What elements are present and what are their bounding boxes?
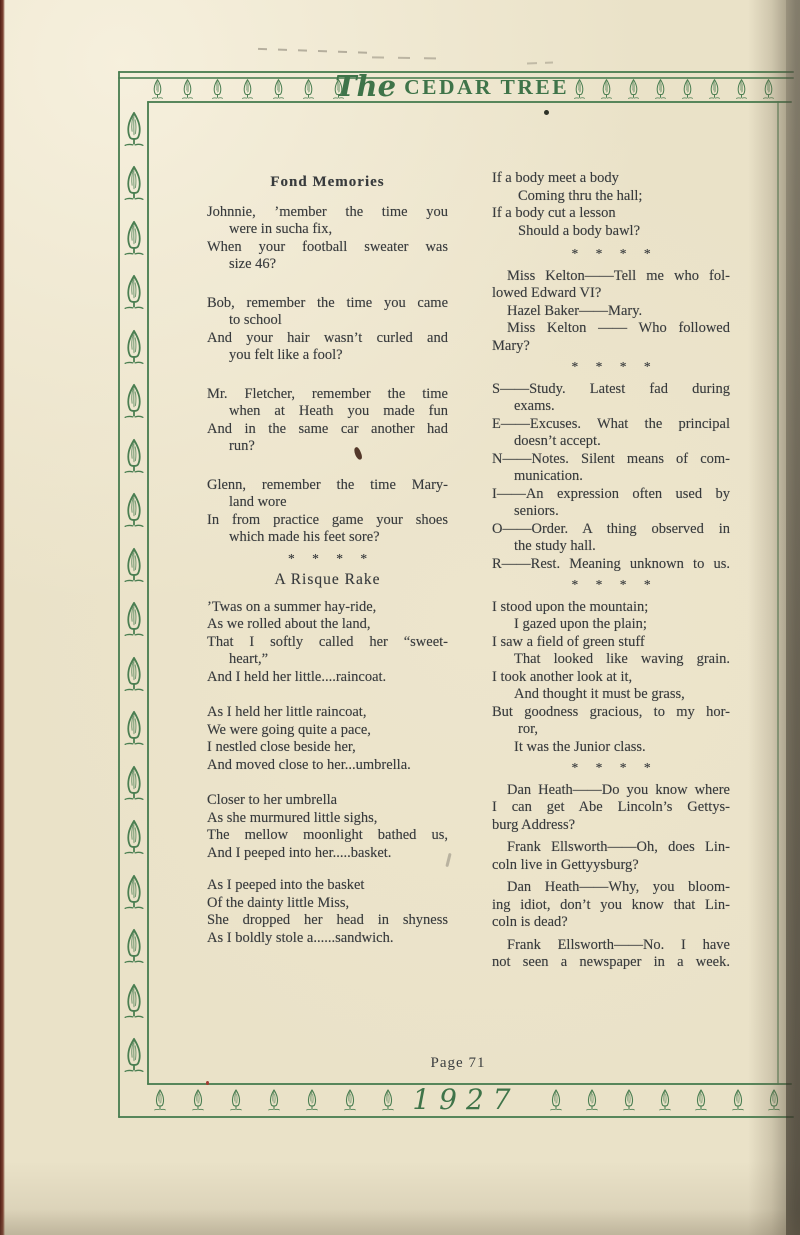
- page-number: Page 71: [430, 1055, 486, 1071]
- border-line: [118, 71, 120, 1118]
- text-block: [207, 477, 448, 547]
- pencil-mark: [372, 56, 448, 59]
- text-line: I nestled close beside her,: [207, 739, 356, 755]
- text-block: [492, 381, 730, 574]
- text-line: As I boldly stole a......sandwich.: [207, 929, 394, 946]
- text-line: Bob, remember the time you came: [207, 294, 448, 311]
- star-separator: * * * *: [571, 577, 651, 592]
- text-line: I gazed upon the plain;: [514, 616, 647, 632]
- text-line: As I held her little raincoat,: [207, 704, 367, 720]
- cedar-tree-icon: [657, 1088, 673, 1113]
- text-line: seniors.: [514, 503, 559, 519]
- border-line: [118, 1116, 794, 1118]
- text-block: [207, 386, 448, 456]
- star-separator: * * * *: [571, 760, 651, 775]
- page-edge-shadow: [786, 0, 800, 1235]
- star-separator: * * * *: [287, 550, 368, 566]
- pencil-mark: [527, 62, 553, 65]
- masthead-the: The: [334, 69, 397, 103]
- cedar-tree-icon: [626, 78, 641, 101]
- text-line: Miss Kelton —— Who followed: [507, 320, 730, 336]
- text-line: And thought it must be grass,: [514, 686, 685, 702]
- cedar-tree-icon: [121, 328, 147, 368]
- text-line: Closer to her umbrella: [207, 792, 338, 808]
- cedar-tree-icon: [190, 1088, 206, 1113]
- text-line: And moved close to her...umbrella.: [207, 756, 411, 773]
- text-line: ror,: [518, 721, 538, 737]
- cedar-tree-icon: [121, 927, 147, 967]
- masthead-cedar-tree: CEDAR TREE: [404, 74, 570, 99]
- cedar-tree-icon: [121, 655, 147, 695]
- text-line: If a body cut a lesson: [492, 205, 616, 221]
- cedar-tree-icon: [734, 78, 749, 101]
- cedar-tree-icon: [210, 78, 225, 101]
- cedar-tree-icon: [121, 382, 147, 422]
- tree-border-left: [121, 110, 147, 1076]
- left-column: [207, 174, 448, 947]
- cedar-tree-icon: [228, 1088, 244, 1113]
- text-line: coln live in Gettyysburg?: [492, 856, 639, 873]
- cedar-tree-icon: [121, 219, 147, 259]
- text-line: doesn’t accept.: [514, 433, 601, 449]
- text-block: [207, 599, 448, 687]
- masthead-title: [334, 69, 570, 103]
- section-heading: A Risque Rake: [274, 571, 381, 588]
- border-line: [147, 101, 149, 1085]
- cedar-tree-icon: [730, 1088, 746, 1113]
- text-line: R——Rest. Meaning unknown to us.: [492, 555, 730, 572]
- text-line: you felt like a fool?: [229, 347, 343, 363]
- text-line: were in sucha fix,: [229, 221, 333, 237]
- text-line: But goodness gracious, to my hor-: [492, 703, 730, 720]
- text-line: burg Address?: [492, 816, 576, 833]
- text-line: O——Order. A thing observed in: [492, 520, 730, 537]
- cedar-tree-icon: [572, 78, 587, 101]
- page-curl-shadow: [748, 0, 800, 1235]
- cedar-tree-icon: [121, 437, 147, 477]
- text-line: size 46?: [229, 256, 277, 272]
- tree-border-bottom-right: [548, 1087, 782, 1113]
- text-line: I stood upon the mountain;: [492, 598, 649, 615]
- text-line: coln is dead?: [492, 914, 568, 930]
- pencil-mark: [258, 48, 378, 54]
- text-block: [492, 839, 730, 874]
- year-1927: 1927: [412, 1083, 520, 1116]
- cedar-tree-icon: [121, 982, 147, 1022]
- text-line: E——Excuses. What the principal: [492, 415, 730, 432]
- text-line: the study hall.: [514, 538, 596, 554]
- text-block: [207, 295, 448, 365]
- text-line: land wore: [229, 494, 287, 510]
- text-line: which made his feet sore?: [229, 529, 380, 545]
- text-line: The mellow moonlight bathed us,: [207, 827, 448, 843]
- text-line: Hazel Baker——Mary.: [507, 302, 643, 319]
- text-line: run?: [229, 438, 255, 454]
- text-block: [207, 792, 448, 862]
- text-line: We were going quite a pace,: [207, 721, 371, 738]
- text-line: As she murmured little sighs,: [207, 809, 378, 826]
- text-line: It was the Junior class.: [514, 738, 646, 755]
- cedar-tree-icon: [693, 1088, 709, 1113]
- text-line: When your football sweater was: [207, 238, 448, 255]
- text-line: S——Study. Latest fad during: [492, 380, 730, 397]
- cedar-tree-icon: [271, 78, 286, 101]
- text-line: That looked like waving grain.: [514, 651, 730, 667]
- cedar-tree-icon: [653, 78, 668, 101]
- cedar-tree-icon: [121, 110, 147, 150]
- text-line: As we rolled about the land,: [207, 616, 371, 632]
- text-line: lowed Edward VI?: [492, 285, 602, 301]
- text-line: And I held her little....raincoat.: [207, 668, 387, 685]
- cedar-tree-icon: [342, 1088, 358, 1113]
- text-line: Miss Kelton——Tell me who fol-: [507, 267, 730, 284]
- right-column: [492, 170, 730, 972]
- text-block: [207, 704, 448, 774]
- text-line: I saw a field of green stuff: [492, 633, 645, 650]
- text-block: [492, 937, 730, 972]
- binding-edge: [0, 0, 5, 1235]
- text-line: I took another look at it,: [492, 668, 633, 685]
- cedar-tree-icon: [121, 546, 147, 586]
- text-line: Frank Ellsworth——No. I have: [507, 936, 730, 953]
- tree-border-top-left: [150, 78, 346, 101]
- text-block: [492, 782, 730, 835]
- text-line: And your hair wasn’t curled and: [207, 329, 448, 346]
- text-line: munication.: [514, 468, 583, 484]
- text-line: when at Heath you made fun: [229, 403, 448, 419]
- star-separator: * * * *: [571, 359, 651, 374]
- cedar-tree-icon: [121, 164, 147, 204]
- ink-speck: [544, 110, 549, 115]
- cedar-tree-icon: [761, 78, 776, 101]
- text-block: [207, 204, 448, 274]
- cedar-tree-icon: [121, 600, 147, 640]
- cedar-tree-icon: [121, 709, 147, 749]
- text-line: Mr. Fletcher, remember the time: [207, 385, 448, 402]
- text-line: N——Notes. Silent means of com-: [492, 450, 730, 467]
- cedar-tree-icon: [680, 78, 695, 101]
- cedar-tree-icon: [121, 764, 147, 804]
- text-line: Mary?: [492, 337, 530, 354]
- bottom-shadow: [0, 1209, 800, 1235]
- text-line: That I softly called her “sweet-: [207, 633, 448, 650]
- section-heading: Fond Memories: [270, 174, 385, 190]
- tree-border-top-right: [572, 78, 776, 101]
- text-line: ing idiot, don’t you know that Lin-: [492, 896, 730, 913]
- text-line: And in the same car another had: [207, 420, 448, 437]
- text-line: I——An expression often used by: [492, 485, 730, 502]
- text-block: [492, 879, 730, 932]
- cedar-tree-icon: [599, 78, 614, 101]
- text-line: In from practice game your shoes: [207, 511, 448, 528]
- text-line: to school: [229, 312, 282, 328]
- text-line: Dan Heath——Why, you bloom-: [507, 879, 730, 895]
- cedar-tree-icon: [180, 78, 195, 101]
- text-line: Johnnie, ’member the time you: [207, 203, 448, 220]
- text-line: ’Twas on a summer hay-ride,: [207, 598, 377, 615]
- cedar-tree-icon: [121, 273, 147, 313]
- text-line: not seen a newspaper in a week.: [492, 954, 730, 970]
- cedar-tree-icon: [584, 1088, 600, 1113]
- cedar-tree-icon: [121, 818, 147, 858]
- text-line: Glenn, remember the time Mary-: [207, 476, 448, 493]
- cedar-tree-icon: [121, 491, 147, 531]
- cedar-tree-icon: [304, 1088, 320, 1113]
- text-line: Of the dainty little Miss,: [207, 894, 350, 911]
- cedar-tree-icon: [121, 1036, 147, 1076]
- cedar-tree-icon: [766, 1088, 782, 1113]
- tree-border-bottom-left: [152, 1087, 396, 1113]
- text-line: As I peeped into the basket: [207, 877, 365, 893]
- text-line: exams.: [514, 398, 555, 414]
- cedar-tree-icon: [240, 78, 255, 101]
- text-line: I can get Abe Lincoln’s Gettys-: [492, 799, 730, 815]
- text-line: Frank Ellsworth——Oh, does Lin-: [507, 839, 730, 855]
- text-line: Dan Heath——Do you know where: [507, 781, 730, 798]
- cedar-tree-icon: [707, 78, 722, 101]
- text-block: [492, 268, 730, 356]
- cedar-tree-icon: [152, 1088, 168, 1113]
- text-line: And I peeped into her.....basket.: [207, 844, 392, 861]
- cedar-tree-icon: [150, 78, 165, 101]
- text-block: [492, 599, 730, 757]
- text-block: [207, 877, 448, 947]
- text-line: heart,”: [229, 651, 269, 667]
- text-line: She dropped her head in shyness: [207, 912, 448, 928]
- text-line: Coming thru the hall;: [518, 187, 643, 204]
- red-speck: [206, 1081, 209, 1085]
- border-line: [777, 101, 779, 1085]
- text-line: Should a body bawl?: [518, 222, 641, 239]
- cedar-tree-icon: [121, 873, 147, 913]
- text-line: If a body meet a body: [492, 170, 619, 186]
- cedar-tree-icon: [266, 1088, 282, 1113]
- text-block: [492, 170, 730, 240]
- star-separator: * * * *: [571, 246, 651, 261]
- cedar-tree-icon: [301, 78, 316, 101]
- cedar-tree-icon: [621, 1088, 637, 1113]
